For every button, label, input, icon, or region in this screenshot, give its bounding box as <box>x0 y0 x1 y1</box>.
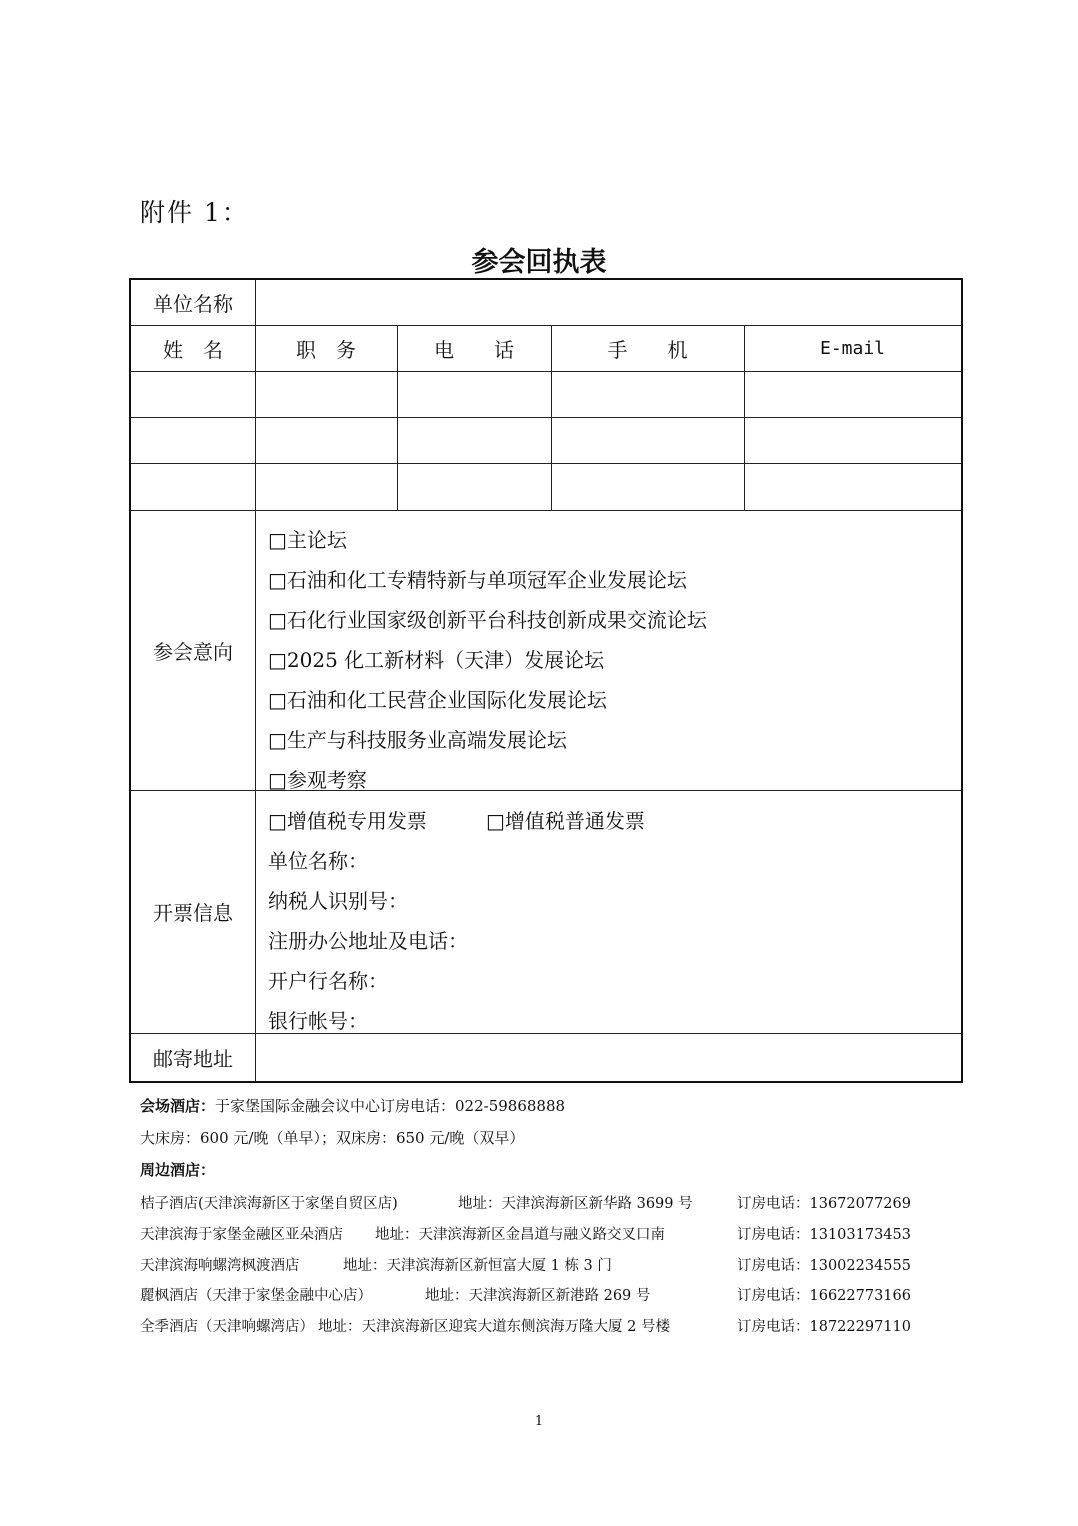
divider <box>255 280 256 1081</box>
page-title: 参会回执表 <box>471 247 607 278</box>
venue-hotel-line <box>140 1095 565 1116</box>
hotel-name: 全季酒店（天津响螺湾店） <box>140 1319 314 1335</box>
hotel-name: 桔子酒店(天津滨海新区于家堡自贸区店) <box>140 1196 398 1212</box>
hotel-phone: 订房电话：16622773166 <box>737 1288 911 1304</box>
intent-option[interactable]: □石油和化工民营企业国际化发展论坛 <box>268 688 607 712</box>
invoice-field-tax-id[interactable]: 纳税人识别号： <box>268 889 408 913</box>
intent-option[interactable]: □生产与科技服务业高端发展论坛 <box>268 728 567 752</box>
column-header-title: 职 务 <box>296 337 356 362</box>
invoice-field-unit-name[interactable]: 单位名称： <box>268 849 368 873</box>
hotel-phone: 订房电话：13002234555 <box>737 1258 911 1274</box>
hotel-address: 地址：天津滨海新区新港路 269 号 <box>425 1288 651 1304</box>
invoice-field-address-phone[interactable]: 注册办公地址及电话： <box>268 929 468 953</box>
hotel-phone: 订房电话：13672077269 <box>737 1196 911 1212</box>
intent-option[interactable]: □2025 化工新材料（天津）发展论坛 <box>268 648 605 672</box>
intent-label: 参会意向 <box>153 639 233 664</box>
column-header-phone: 电 话 <box>434 337 514 362</box>
hotel-address: 地址：天津滨海新区金昌道与融义路交叉口南 <box>375 1227 665 1243</box>
venue-hotel-text: 于家堡国际金融会议中心订房电话：022-59868888 <box>215 1097 566 1115</box>
venue-hotel-label: 会场酒店： <box>140 1097 216 1115</box>
column-header-email: E-mail <box>819 337 886 359</box>
hotel-address: 地址：天津滨海新区新恒富大厦 1 栋 3 门 <box>343 1258 612 1274</box>
attachment-label: 附件 1： <box>140 198 249 227</box>
intent-option[interactable]: □石油和化工专精特新与单项冠军企业发展论坛 <box>268 568 687 592</box>
hotel-phone: 订房电话：13103173453 <box>737 1227 911 1243</box>
column-header-mobile: 手 机 <box>607 337 688 362</box>
intent-option-main-forum[interactable]: □主论坛 <box>268 528 347 552</box>
hotel-name: 天津滨海于家堡金融区亚朵酒店 <box>140 1227 343 1243</box>
unit-name-field[interactable] <box>257 280 959 325</box>
mail-address-field[interactable] <box>257 1033 959 1081</box>
page-number: 1 <box>534 1414 544 1429</box>
unit-name-label: 单位名称 <box>153 292 233 316</box>
invoice-type-general[interactable]: □增值税普通发票 <box>486 809 645 833</box>
registration-form-table <box>129 278 963 1083</box>
room-rates: 大床房：600 元/晚（单早）；双床房：650 元/晚（双早） <box>140 1129 525 1147</box>
invoice-field-bank-name[interactable]: 开户行名称： <box>268 969 388 993</box>
intent-option-site-visit[interactable]: □参观考察 <box>268 768 367 792</box>
invoice-type-special[interactable]: □增值税专用发票 <box>268 809 427 833</box>
hotel-address: 地址：天津滨海新区迎宾大道东侧滨海万隆大厦 2 号楼 <box>318 1319 670 1335</box>
mail-address-label: 邮寄地址 <box>153 1046 233 1071</box>
column-header-name: 姓 名 <box>163 337 223 362</box>
nearby-hotels-label: 周边酒店： <box>140 1161 216 1179</box>
hotel-name: 天津滨海响螺湾枫渡酒店 <box>140 1258 300 1274</box>
invoice-field-bank-account[interactable]: 银行帐号： <box>268 1009 368 1033</box>
hotel-phone: 订房电话：18722297110 <box>737 1319 911 1335</box>
hotel-address: 地址：天津滨海新区新华路 3699 号 <box>458 1196 693 1212</box>
invoice-label: 开票信息 <box>153 901 233 925</box>
hotel-name: 麗枫酒店（天津于家堡金融中心店） <box>140 1288 372 1304</box>
intent-option[interactable]: □石化行业国家级创新平台科技创新成果交流论坛 <box>268 608 707 632</box>
